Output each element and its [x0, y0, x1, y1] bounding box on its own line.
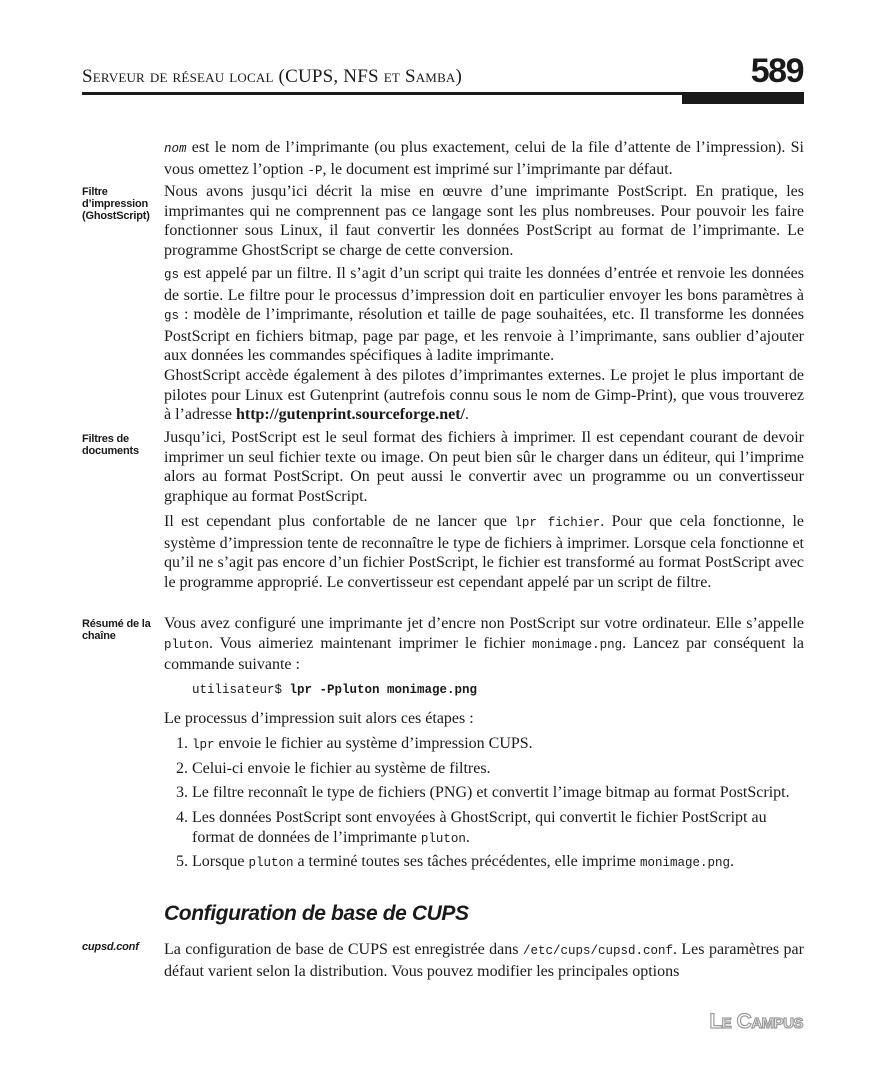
header-title-part: (CUPS, NFS: [278, 66, 384, 87]
paragraph: [164, 138, 804, 181]
margin-note: Filtre d’impression (GhostScript): [82, 186, 150, 222]
list-number: 5.: [176, 853, 188, 870]
paragraph: [164, 182, 804, 260]
margin-note: cupsd.conf: [82, 941, 139, 953]
list-number: 4.: [176, 809, 188, 826]
paragraph: [164, 614, 804, 675]
section-title: Configuration de base de CUPS: [164, 902, 469, 925]
inline-code: /etc/cups/cupsd.conf: [522, 944, 673, 958]
margin-note: Filtres de documents: [82, 433, 139, 457]
text-run: .: [730, 853, 734, 870]
text-run: . Vous aimeriez maintenant imprimer le fichier: [209, 634, 533, 652]
text-run: Le processus d’impression suit alors ces étapes :: [164, 710, 474, 727]
text-run: Jusqu’ici, PostScript est le seul format des fichiers à imprimer. Il est cependant courant de devoir imprimer un seul fichier texte ou image. On peut bien sûr le charger dans un éditeur, qui l’imprime alors au format PostScript. On peut aussi le convertir avec un programme ou un convertisseur graphique au format PostScript.: [164, 429, 804, 505]
url-text: http://gutenprint.sourceforge.net/: [235, 406, 465, 424]
text-run: envoie le fichier au système d’impression CUPS.: [214, 735, 533, 752]
text-run: GhostScript accède également à des pilotes d’imprimantes externes. Le projet le plus important de pilotes pour Linux est Gutenprint (autrefois connu sous le nom de Gimp-Print), que vous trouverez à l’adresse: [164, 367, 804, 424]
list-text: [192, 808, 804, 849]
text-run: est appelé par un filtre. Il s’agit d’un script qui traite les données d’entrée et renvoie les données de sortie. Le filtre pour le processus d’impression doit en particulier envoyer les bons paramètres à: [164, 265, 804, 304]
page-number: 589: [750, 52, 803, 90]
inline-code: monimage.png: [532, 637, 623, 652]
text-run: Vous avez configuré une imprimante jet d’encre non PostScript sur votre ordinateur. Elle s’appelle: [164, 615, 804, 632]
text-run: Nous avons jusqu’ici décrit la mise en œuvre d’une imprimante PostScript. En pratique, les imprimantes qui ne comprennent pas ce langage sont les plus nombreuses. Pour pouvoir les faire fonctionner sous Linux, il faut convertir les données PostScript au format de l’imprimante. Le programme GhostScript se charge de cette conversion.: [164, 183, 804, 259]
paragraph: [164, 940, 804, 981]
inline-code: gs: [164, 309, 180, 324]
list-number: 1.: [176, 735, 188, 752]
paragraph: [164, 264, 804, 366]
inline-code: nom: [164, 142, 187, 156]
header-title-part: et Samba: [383, 66, 456, 87]
inline-code: gs: [164, 268, 180, 282]
list-text: [192, 759, 804, 779]
text-run: est le nom de l’imprimante (ou plus exactement, celui de la file d’attente de l’impression). Si vous omettez l’option: [164, 139, 804, 178]
list-number: 3.: [176, 784, 188, 801]
publisher-logo: Le Campus: [709, 1010, 803, 1033]
text-run: . Les paramètres par défaut varient selon la distribution. Vous pouvez modifier les principales options: [164, 941, 804, 980]
header-title-part: ): [455, 66, 463, 87]
header-rule-block: [682, 95, 804, 104]
inline-code: -P: [307, 163, 323, 178]
margin-note: Résumé de la chaîne: [82, 618, 151, 642]
text-run: Le filtre reconnaît le type de fichiers (PNG) et convertit l’image bitmap au format PostScript.: [192, 784, 790, 801]
text-run: . Lancez par conséquent la commande suivante :: [164, 634, 804, 674]
text-run: Il est cependant plus confortable de ne lancer que: [164, 513, 515, 530]
text-run: .: [465, 828, 470, 846]
inline-code: pluton: [420, 831, 466, 846]
list-text: [192, 734, 804, 756]
text-run: La configuration de base de CUPS est enregistrée dans: [164, 941, 523, 958]
paragraph: [164, 512, 804, 592]
code-command: lpr -Ppluton monimage.png: [289, 683, 478, 697]
text-run: Lorsque: [192, 853, 249, 870]
header-title: [82, 66, 462, 88]
code-example: [192, 683, 477, 697]
paragraph: [164, 428, 804, 506]
inline-code: lpr: [192, 738, 215, 752]
text-run: Les données PostScript sont envoyées à GhostScript, qui convertit le fichier PostScript au format de données de l’imprimante: [192, 809, 767, 846]
inline-code: monimage.png: [639, 856, 730, 870]
code-prompt: utilisateur$: [192, 683, 290, 697]
text-run: . Pour que cela fonctionne, le système d’impression tente de reconnaître le type de fichiers à imprimer. Lorsque cela fonctionne et qu’il ne s’agit pas encore d’un fichier PostScript, le fichier est transformé au format PostScript avec le programme approprié. Le convertisseur est cependant appelé par un script de filtre.: [164, 513, 805, 591]
list-text: [192, 852, 804, 874]
text-run: : modèle de l’imprimante, résolution et taille de page souhaitées, etc. Il transforme les données PostScript en fichiers bitmap, page par page, et les renvoie à l’imprimante, sans oublier d’ajouter aux données les commandes spécifiques à ladite imprimante.: [164, 306, 804, 365]
list-text: [192, 783, 804, 803]
text-run: , le document est imprimé sur l’imprimante par défaut.: [322, 160, 673, 178]
inline-code: pluton: [164, 637, 210, 652]
paragraph: [164, 709, 804, 729]
inline-code: pluton: [248, 856, 294, 870]
list-number: 2.: [176, 760, 188, 777]
text-run: Celui-ci envoie le fichier au système de filtres.: [192, 760, 491, 777]
inline-code: lpr fichier: [514, 516, 601, 530]
text-run: a terminé toutes ses tâches précédentes, elle imprime: [293, 853, 640, 870]
text-run: .: [464, 406, 469, 424]
header-title-part: Serveur de réseau local: [82, 66, 279, 87]
paragraph: [164, 366, 804, 425]
